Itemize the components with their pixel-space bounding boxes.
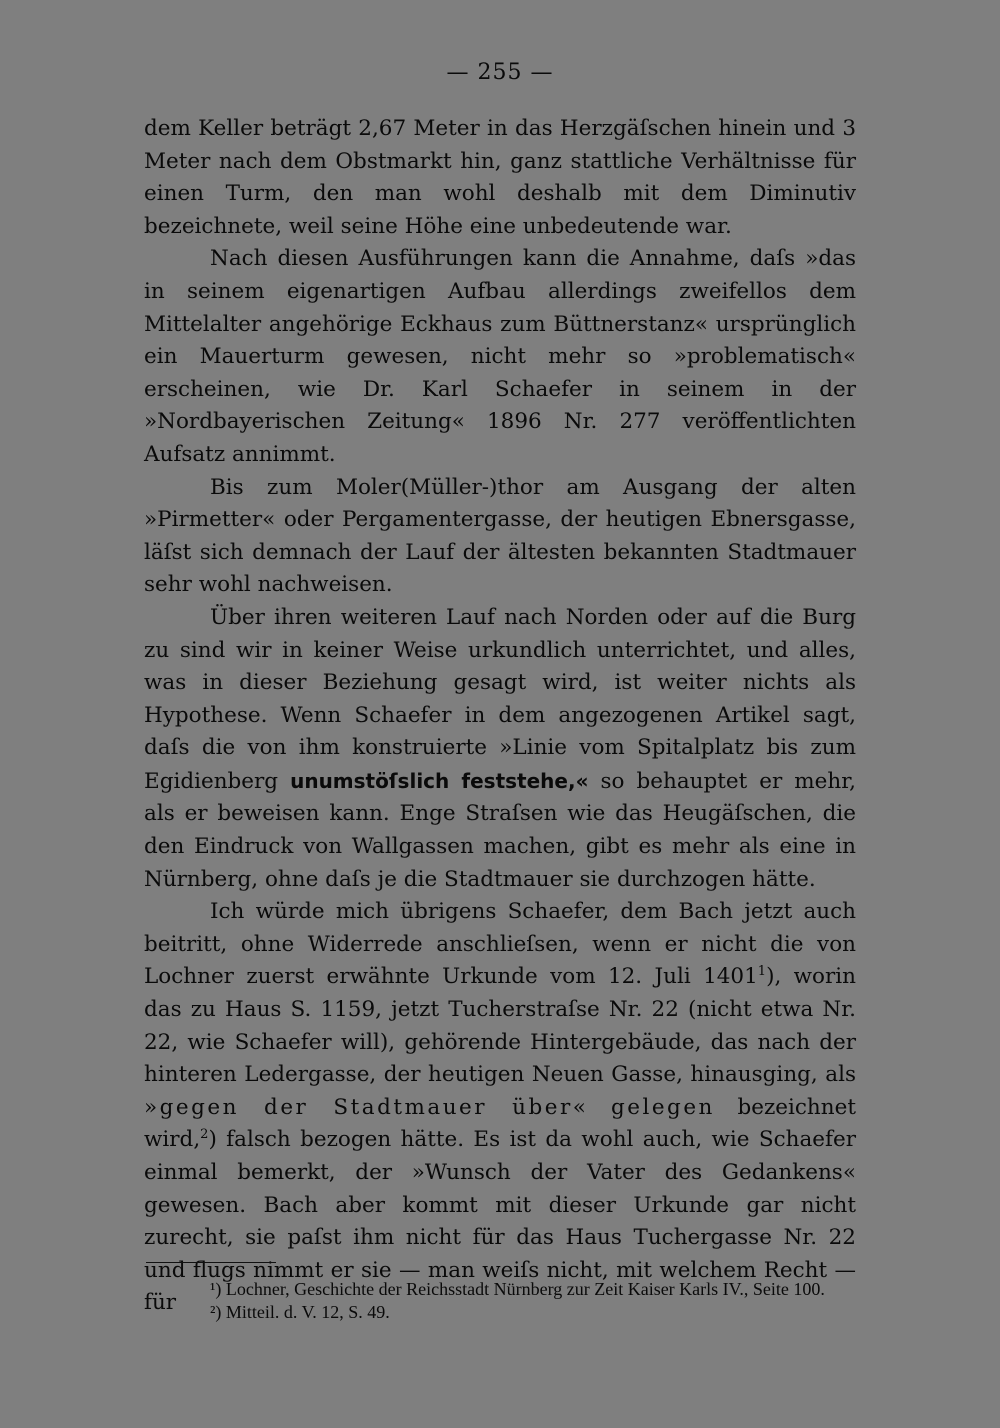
footnote-divider bbox=[146, 1262, 276, 1263]
paragraph-2 bbox=[144, 243, 856, 471]
paragraph-5-text-a: Ich würde mich übrigens Schaefer, dem Bach jetzt auch beitritt, ohne Widerrede anschlieſsen, wenn er nicht die von Lochner zuerst erwähnte Urkunde vom 12. Juli 1401 bbox=[144, 899, 856, 990]
paragraph-4-bold-phrase: unumstöſslich feststehe,« bbox=[290, 768, 589, 793]
paragraph-2-text: Nach diesen Ausführungen kann die Annahme, daſs »das in seinem eigenartigen Aufbau allerdings zweifellos dem Mittelalter angehörige Eckhaus zum Büttnerstanz« ursprünglich ein Mauerturm gewesen, nicht mehr so »problematisch« erscheinen, wie Dr. Karl Schaefer in seinem in der »Nordbayerischen Zeitung« 1896 Nr. 277 veröffentlichten Aufsatz annimmt. bbox=[144, 246, 856, 467]
footnote-1-mark: ¹ bbox=[210, 1279, 216, 1299]
paragraph-3-text: Bis zum Moler(Müller-)thor am Ausgang der alten »Pirmetter« oder Pergamentergasse, der heutigen Ebnersgasse, läſst sich demnach der Lauf der ältesten bekannten Stadtmauer sehr wohl nachweisen. bbox=[144, 474, 856, 598]
paragraph-4-text-a: Über ihren weiteren Lauf nach Norden oder auf die Burg zu sind wir in keiner Weise urkundlich unterrichtet, und alles, was in dieser Beziehung gesagt wird, ist weiter nichts als Hypothese. Wenn Schaefer in dem angezogenen Artikel sagt, daſs die von ihm konstruierte »Linie vom Spitalplatz bis zum Egidienberg bbox=[144, 604, 856, 794]
page-number: — 255 — bbox=[446, 60, 554, 85]
paragraph-5-text-b: ), worin das zu Haus S. 1159, jetzt Tucherstraſse Nr. 22 (nicht etwa Nr. 22, wie Schaefer will), gehörende Hintergebäude, das nach der hinteren Ledergasse, der heutigen Neuen Gasse, hinausging, als bbox=[144, 964, 857, 1088]
body-text bbox=[144, 113, 856, 1320]
paragraph-1-text: dem Keller beträgt 2,67 Meter in das Herzgäſschen hinein und 3 Meter nach dem Obstmarkt hin, ganz stattliche Verhältnisse für einen Turm, den man wohl deshalb mit dem Diminutiv bezeichnete, weil seine Höhe eine unbedeutende war. bbox=[144, 116, 856, 239]
paragraph-5-text-d: ) falsch bezogen hätte. Es ist da wohl auch, wie Schaefer einmal bemerkt, der »Wunsch der Vater des Gedankens« gewesen. Bach aber kommt mit dieser Urkunde gar nicht zurecht, sie paſst ihm nicht für das Haus Tuchergasse Nr. 22 und flugs nimmt er sie — man weiſs nicht, mit welchem Recht — für bbox=[144, 1127, 856, 1316]
paragraph-4-text-b: so behauptet er mehr, als er beweisen kann. Enge Straſsen wie das Heugäſschen, die den Eindruck von Wallgassen machen, gibt es mehr als eine in Nürnberg, ohne daſs je die Stadtmauer sie durchzogen hätte. bbox=[144, 768, 857, 892]
paragraph-3 bbox=[144, 472, 856, 602]
footnotes bbox=[144, 1278, 856, 1324]
paragraph-5-space bbox=[588, 1095, 611, 1120]
paragraph-1 bbox=[144, 113, 856, 243]
footnote-1 bbox=[144, 1278, 856, 1301]
paragraph-5-spaced-phrase: »gegen der Stadtmauer über« bbox=[144, 1094, 589, 1120]
footnote-ref-2: 2 bbox=[200, 1127, 209, 1143]
footnote-ref-1: 1 bbox=[757, 964, 767, 980]
footnote-2-text: ) Mitteil. d. V. 12, S. 49. bbox=[215, 1302, 390, 1322]
paragraph-5 bbox=[144, 896, 856, 1320]
paragraph-5-text-c: bezeichnet wird, bbox=[144, 1094, 856, 1153]
paragraph-4 bbox=[144, 602, 856, 896]
footnote-2 bbox=[144, 1301, 856, 1324]
footnote-2-mark: ² bbox=[210, 1302, 216, 1322]
footnote-1-text: ) Lochner, Geschichte der Reichsstadt Nürnberg zur Zeit Kaiser Karls IV., Seite 100. bbox=[215, 1279, 825, 1299]
paragraph-5-spaced-word: gelegen bbox=[610, 1094, 715, 1120]
